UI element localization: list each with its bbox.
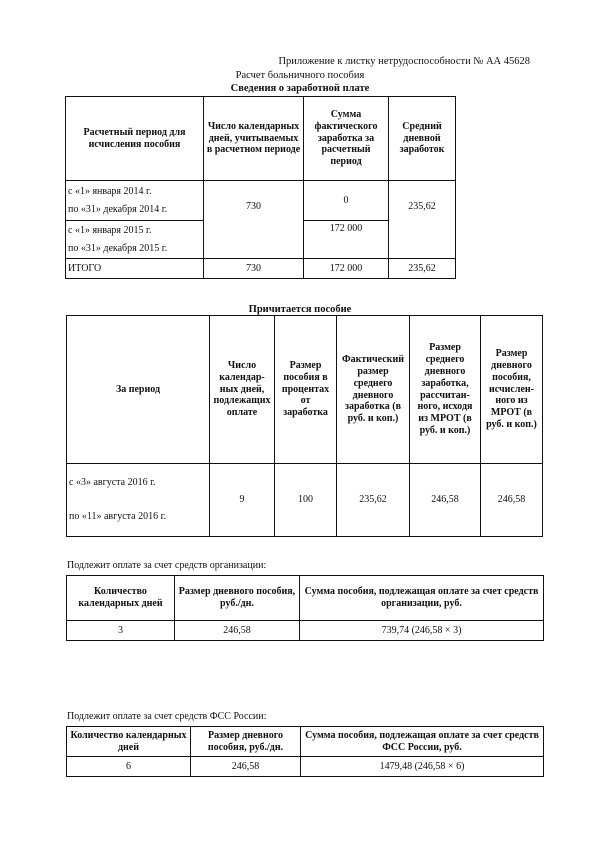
total-avg: 235,62 [389, 259, 456, 279]
org-sum: 739,74 (246,58 × 3) [300, 621, 544, 641]
table-row [66, 181, 456, 221]
period-from: с «1» января 2014 г. [68, 185, 152, 197]
salary-title: Сведения о заработной плате [230, 83, 370, 94]
total-days: 730 [204, 259, 304, 279]
benefit-period-cell [67, 464, 210, 537]
period-to: по «31» декабря 2014 г. [68, 203, 168, 215]
benefit-percent: 100 [275, 464, 337, 537]
org-header-rate: Размер дневного пособия, руб./дн. [175, 576, 300, 621]
benefit-table [66, 315, 543, 537]
calc-title: Расчет больничного пособия [235, 70, 365, 81]
salary-header-avg: Средний дневной заработок [389, 97, 456, 181]
benefit-header-percent: Размер пособия в процентах от заработка [275, 316, 337, 464]
benefit-header-days: Число календарных дней, подлежащих оплате [210, 316, 275, 464]
fss-sum: 1479,48 (246,58 × 6) [301, 757, 544, 777]
appendix-note: Приложение к листку нетрудоспособности № АА 45628 [278, 56, 530, 67]
earnings-cell: 0 [304, 181, 389, 221]
org-caption: Подлежит оплате за счет средств организации: [67, 560, 267, 571]
benefit-actual-avg: 235,62 [337, 464, 410, 537]
org-header-days: Количество календарных дней [67, 576, 175, 621]
total-row [66, 259, 456, 279]
benefit-header-actual-avg: Фактический размер среднего дневного заработка (в руб. и коп.) [337, 316, 410, 464]
fss-rate: 246,58 [191, 757, 301, 777]
benefit-daily: 246,58 [481, 464, 543, 537]
salary-header-period: Расчетный период для исчисления пособия [66, 97, 204, 181]
total-label: ИТОГО [66, 259, 204, 279]
benefit-header-period: За период [67, 316, 210, 464]
benefit-days: 9 [210, 464, 275, 537]
benefit-mrot-avg: 246,58 [410, 464, 481, 537]
period-to: по «31» декабря 2015 г. [68, 242, 168, 254]
org-rate: 246,58 [175, 621, 300, 641]
fss-caption: Подлежит оплате за счет средств ФСС России: [67, 711, 267, 722]
benefit-title: Причитается пособие [248, 304, 352, 315]
fss-header-rate: Размер дневного пособия, руб./дн. [191, 727, 301, 757]
org-days: 3 [67, 621, 175, 641]
total-earnings: 172 000 [304, 259, 389, 279]
period-from: с «3» августа 2016 г. [69, 477, 156, 489]
org-header-sum: Сумма пособия, подлежащая оплате за счет средств организации, руб. [300, 576, 544, 621]
earnings-cell: 172 000 [304, 221, 389, 259]
benefit-header-daily: Размер дневного пособия, исчисленного из МРОТ (в руб. и коп.) [481, 316, 543, 464]
fss-header-sum: Сумма пособия, подлежащая оплате за счет средств ФСС России, руб. [301, 727, 544, 757]
period-cell [66, 221, 204, 259]
salary-header-days: Число календарных дней, учитываемых в расчетном периоде [204, 97, 304, 181]
period-to: по «11» августа 2016 г. [69, 511, 167, 522]
fss-header-days: Количество календарных дней [67, 727, 191, 757]
table-row [67, 621, 544, 641]
days-merged-cell: 730 [204, 181, 304, 259]
avg-merged-cell: 235,62 [389, 181, 456, 259]
fss-table [66, 726, 544, 777]
salary-header-earnings: Сумма фактического заработка за расчетный период [304, 97, 389, 181]
fss-days: 6 [67, 757, 191, 777]
org-table [66, 575, 544, 641]
period-from: с «1» января 2015 г. [68, 224, 152, 236]
benefit-header-mrot-avg: Размер среднего дневного заработка, рассчитанного, исходя из МРОТ (в руб. и коп.) [410, 316, 481, 464]
table-row [67, 464, 543, 537]
table-row [67, 757, 544, 777]
period-cell [66, 181, 204, 221]
salary-table [65, 96, 456, 279]
